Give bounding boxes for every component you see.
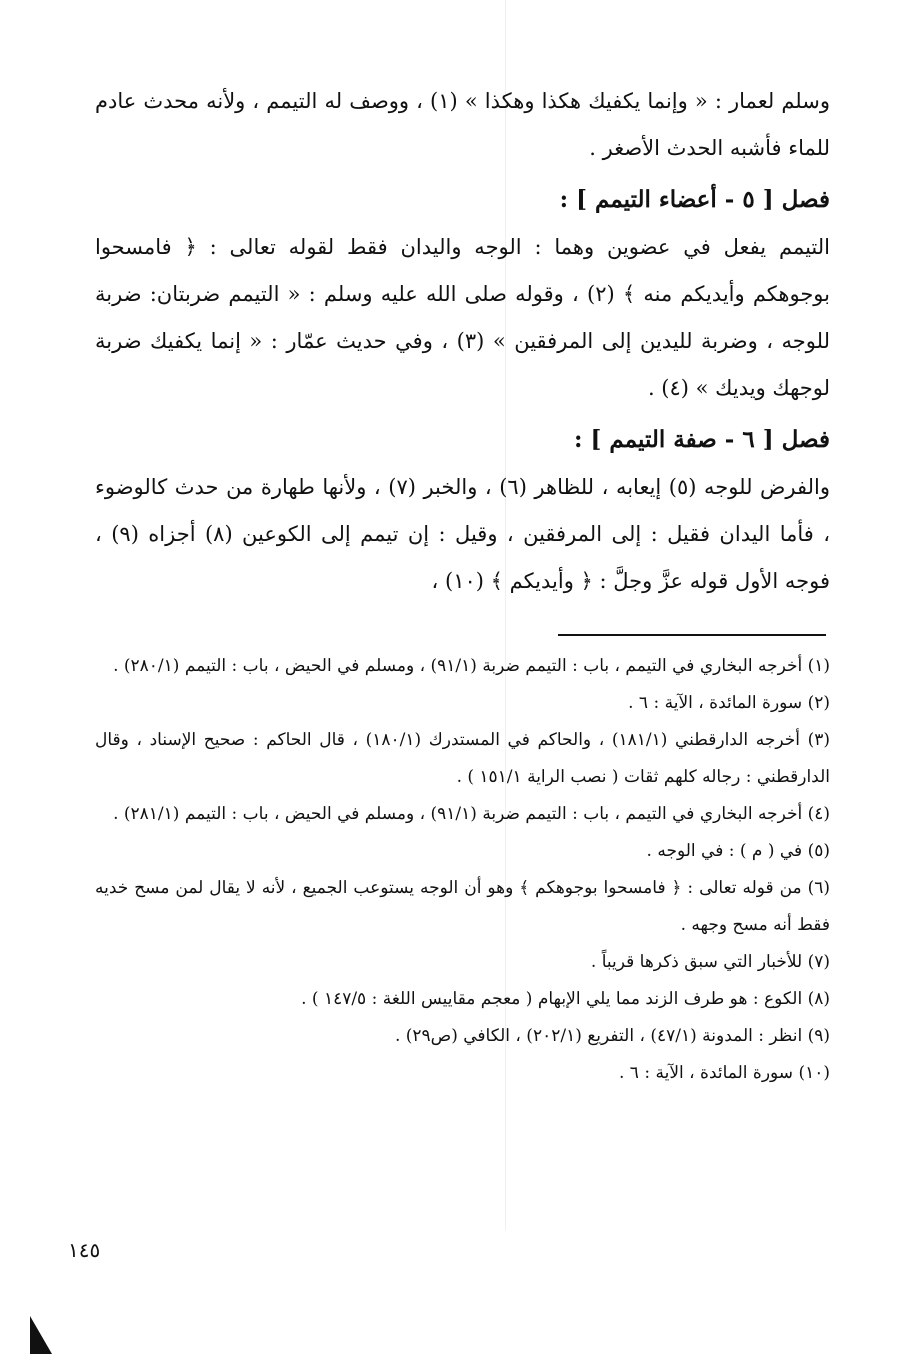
footnote-10: (١٠) سورة المائدة ، الآية : ٦ . <box>618 1063 830 1083</box>
footnote-9: (٩) انظر : المدونة (٤٧/١) ، التفريع (٢٠٢/١) ، الكافي (ص٢٩) . <box>394 1026 830 1046</box>
paragraph-1: وسلم لعمار : « وإنما يكفيك هكذا وهكذا » (١) ، ووصف له التيمم ، ولأنه محدث عادم للماء فأشبه الحدث الأصغر . <box>95 89 830 160</box>
footnote-2: (٢) سورة المائدة ، الآية : ٦ . <box>628 693 830 713</box>
paragraph-2: التيمم يفعل في عضوين وهما : الوجه واليدان فقط لقوله تعالى : ﴿ فامسحوا بوجوهكم وأيديكم منه ﴾ (٢) ، وقوله صلى الله عليه وسلم : « التيمم ضربتان: ضربة للوجه ، وضربة لليدين إلى المرفقين » (٣) ، وفي حديث عمّار : « إنما يكفيك ضربة لوجهك ويديك » (٤) . <box>95 235 830 400</box>
corner-mark-icon <box>30 1316 52 1354</box>
section-heading-5: فصل [ ٥ - أعضاء التيمم ] : <box>559 186 830 213</box>
footnote-4: (٤) أخرجه البخاري في التيمم ، باب : التيمم ضربة (٩١/١) ، ومسلم في الحيض ، باب : التيمم (٢٨١/١) . <box>113 804 830 824</box>
footnote-6: (٦) من قوله تعالى : ﴿ فامسحوا بوجوهكم ﴾ وهو أن الوجه يستوعب الجميع ، لأنه لا يقال لمن مسح خديه فقط أنه مسح وجهه . <box>95 878 830 935</box>
page-number: ١٤٥ <box>68 1238 101 1262</box>
paragraph-3: والفرض للوجه (٥) إيعابه ، للظاهر (٦) ، والخبر (٧) ، ولأنها طهارة من حدث كالوضوء ، فأما اليدان فقيل : إلى المرفقين ، وقيل : إن تيمم إلى الكوعين (٨) أجزاه (٩) ، فوجه الأول قوله عزَّ وجلَّ : ﴿ وأيديكم ﴾ (١٠) ، <box>95 475 830 593</box>
footnote-divider <box>558 634 826 636</box>
footnote-8: (٨) الكوع : هو طرف الزند مما يلي الإبهام ( معجم مقاييس اللغة : ١٤٧/٥ ) . <box>301 989 830 1009</box>
footnote-3: (٣) أخرجه الدارقطني (١٨١/١) ، والحاكم في المستدرك (١٨٠/١) ، قال الحاكم : صحيح الإسناد ، وقال الدارقطني : رجاله كلهم ثقات ( نصب الراية ١٥١/١ ) . <box>95 730 830 787</box>
footnote-7: (٧) للأخبار التي سبق ذكرها قريباً . <box>590 952 830 972</box>
footnote-1: (١) أخرجه البخاري في التيمم ، باب : التيمم ضربة (٩١/١) ، ومسلم في الحيض ، باب : التيمم (٢٨٠/١) . <box>113 656 830 676</box>
footnote-5: (٥) في ( م ) : في الوجه . <box>646 841 830 861</box>
main-text <box>95 78 830 605</box>
section-heading-6: فصل [ ٦ - صفة التيمم ] : <box>574 426 830 453</box>
footnotes <box>95 648 830 1092</box>
